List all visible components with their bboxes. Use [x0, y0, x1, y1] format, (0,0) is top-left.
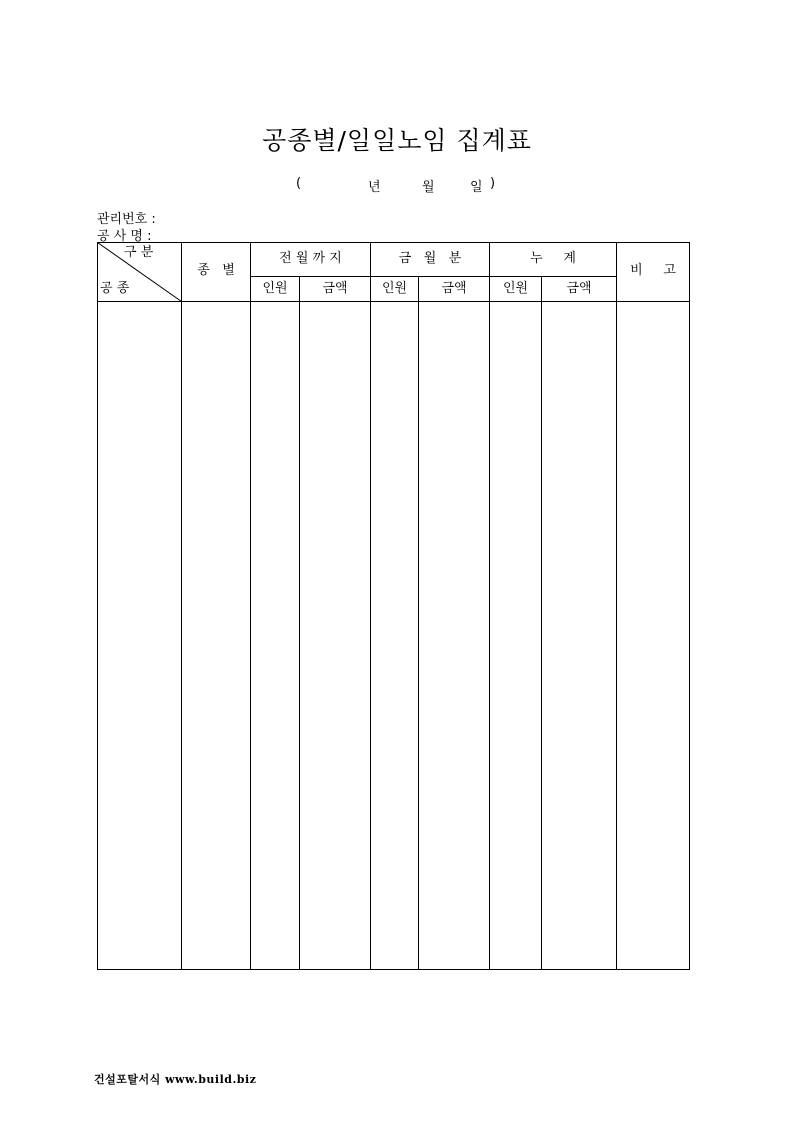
group-current-month-header: 금 월 분 [398, 251, 462, 266]
page-title: 공종별/일일노임 집계표 [262, 126, 532, 155]
prev-people-header: 인원 [262, 281, 288, 296]
group-cumulative-header: 누 계 [530, 251, 576, 266]
corner-bottom-label: 공 종 [100, 281, 130, 296]
col-type-header: 종 별 [197, 263, 235, 278]
date-close-paren: ) [490, 176, 496, 191]
management-number-label: 관리번호 : [97, 212, 156, 227]
project-name-label: 공 사 명 : [97, 229, 152, 244]
prev-amount-header: 금액 [322, 281, 348, 296]
curr-amount-header: 금액 [441, 281, 467, 296]
date-year-label: 년 [368, 180, 381, 195]
date-day-label: 일 [470, 180, 483, 195]
date-month-label: 월 [422, 180, 435, 195]
curr-people-header: 인원 [381, 281, 408, 296]
cum-people-header: 인원 [502, 281, 529, 296]
date-open-paren: ( [296, 176, 302, 191]
col-note-header: 비 고 [630, 263, 676, 278]
footer-watermark: 건설포탈서식 www.build.biz [94, 1073, 257, 1086]
group-prev-month-header: 전 월 까 지 [279, 251, 342, 266]
table-border [98, 243, 690, 970]
corner-top-label: 구 분 [124, 245, 154, 260]
cum-amount-header: 금액 [566, 281, 592, 296]
